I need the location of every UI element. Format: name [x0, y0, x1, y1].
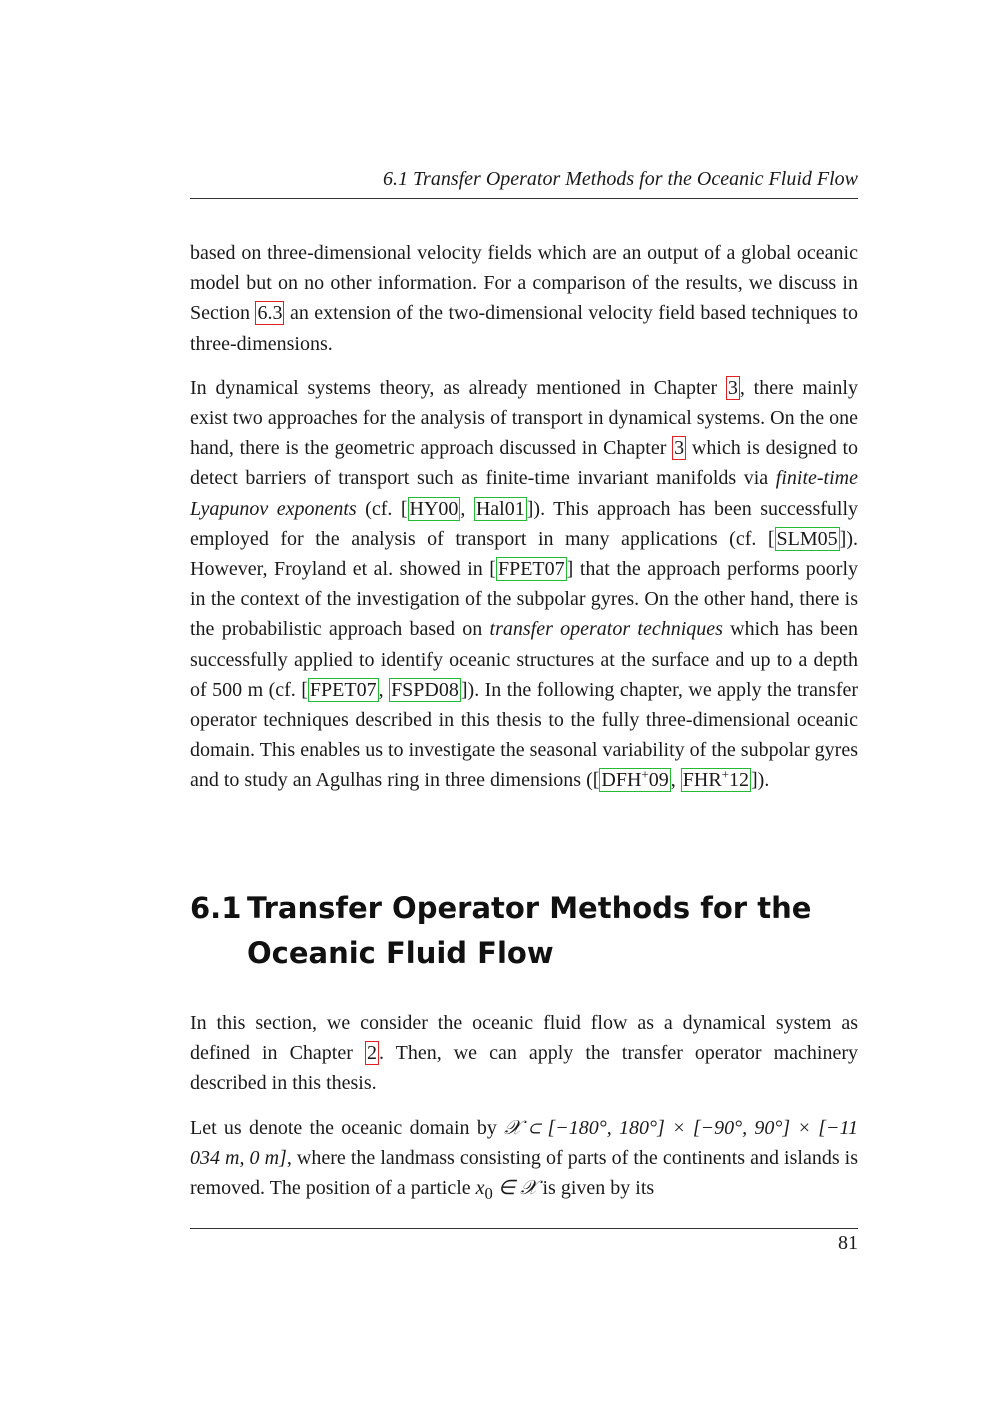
- text-run: an extension of the two-dimensional velocity field based techniques to three-dimensions.: [190, 302, 858, 355]
- text-run: ,: [670, 769, 681, 792]
- text-run: . Then, we can apply the transfer operator machinery described in this thesis.: [190, 1042, 858, 1095]
- text-run: which is designed to detect barriers of transport such as finite-time invariant manifolds via: [190, 437, 858, 490]
- text-run: ]). In the following chapter, we apply the transfer operator techniques described in this thesis to the fully three-dimensional oceanic domain. This enables us to investigate the seasonal variability of the subpolar gyres and to study an Agulhas ring in three dimensions ([: [190, 678, 859, 792]
- text-run: is given by its: [537, 1177, 655, 1200]
- page-number: 81: [838, 1232, 858, 1254]
- citation-link[interactable]: [681, 768, 751, 792]
- text-run: ]).: [751, 769, 770, 792]
- math-variable: x: [475, 1177, 485, 1200]
- citation-link[interactable]: FPET07: [497, 558, 565, 581]
- paragraph-1: [190, 238, 858, 359]
- citation-link[interactable]: [599, 768, 670, 792]
- paragraph-4: [190, 1113, 858, 1210]
- chapter-ref-link[interactable]: 3: [727, 376, 738, 399]
- text-run: In this section, we consider the oceanic fluid flow as a dynamical system as defined in Chapter: [190, 1012, 858, 1065]
- math-subscript: 0: [484, 1184, 493, 1204]
- text-run: (cf. [: [356, 497, 408, 520]
- paragraph-3: [190, 1008, 858, 1099]
- paragraph-2: [190, 373, 858, 796]
- text-run: ]). This approach has been successfully employed for the analysis of transport in many applications (cf. [: [190, 497, 859, 550]
- text-run: ]). However, Froyland et al. showed in [: [190, 527, 858, 581]
- citation-superscript: +: [641, 766, 649, 782]
- emphasis-text: transfer operator techniques: [489, 618, 723, 641]
- emphasis-text: finite-time Lyapunov exponents: [190, 467, 858, 520]
- body-text-bottom: [190, 1008, 858, 1209]
- text-run: , there mainly exist two approaches for the analysis of transport in dynamical systems. On the one hand, there is the geometric approach discussed in Chapter: [190, 376, 858, 460]
- text-run: ,: [378, 678, 390, 701]
- section-number: 6.1: [190, 891, 242, 925]
- citation-link[interactable]: SLM05: [776, 527, 838, 550]
- citation-text: FHR: [682, 769, 722, 792]
- section-title: Transfer Operator Methods for the Oceanic Fluid Flow: [247, 891, 812, 970]
- citation-link[interactable]: FSPD08: [391, 678, 459, 701]
- section-ref-link[interactable]: 6.3: [257, 302, 283, 325]
- header-rule: [190, 198, 858, 199]
- citation-link[interactable]: FPET07: [309, 678, 377, 701]
- footer-rule: [190, 1228, 858, 1229]
- citation-link[interactable]: Hal01: [475, 497, 525, 520]
- body-text-top: [190, 238, 858, 796]
- text-run: based on three-dimensional velocity fields which are an output of a global oceanic model but on no other information. For a comparison of the results, we discuss in Section: [190, 242, 858, 325]
- text-run: In dynamical systems theory, as already mentioned in Chapter: [190, 376, 726, 399]
- citation-text: 09: [648, 769, 669, 792]
- math-expression: 𝒳 ⊂ [−180°, 180°] × [−90°, 90°] × [−11 034 m, 0 m]: [190, 1116, 858, 1169]
- section-heading: [190, 886, 858, 976]
- chapter-ref-link[interactable]: 2: [366, 1042, 377, 1065]
- citation-superscript: +: [721, 766, 729, 782]
- text-run: ] that the approach performs poorly in the context of the investigation of the subpolar gyres. On the other hand, there is the probabilistic approach based on: [190, 558, 858, 641]
- chapter-ref-link[interactable]: 3: [674, 437, 685, 460]
- text-run: Let us denote the oceanic domain by: [190, 1116, 505, 1139]
- math-expression: ∈ 𝒳: [492, 1177, 538, 1200]
- text-run: ,: [460, 497, 474, 520]
- running-header: 6.1 Transfer Operator Methods for the Oceanic Fluid Flow: [383, 168, 858, 190]
- citation-text: 12: [729, 769, 749, 792]
- citation-text: DFH: [601, 769, 642, 792]
- text-run: , where the landmass consisting of parts of the continents and islands is removed. The position of a particle: [190, 1146, 859, 1200]
- citation-link[interactable]: HY00: [409, 497, 459, 520]
- text-run: which has been successfully applied to identify oceanic structures at the surface and up to a depth of 500 m (cf. [: [190, 618, 858, 701]
